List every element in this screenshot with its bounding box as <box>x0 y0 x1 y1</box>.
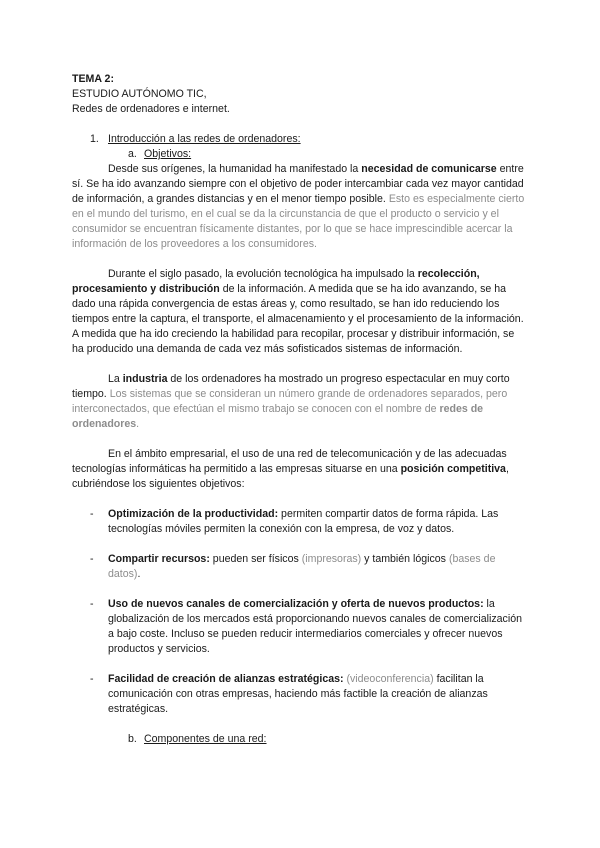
doc-title: TEMA 2: <box>72 73 114 85</box>
subsection-b-heading <box>72 732 528 747</box>
document-page <box>72 72 528 747</box>
bullet-dash: - <box>90 673 94 685</box>
subsection-a-letter: a. <box>128 148 137 160</box>
bullet-new-channels: - Uso de nuevos canales de comercialización y oferta de nuevos productos: la globalización de los mercados está proporcionando nuevos canales de comercialización a bajo coste. Incluso se pueden reducir intermediarios comerciales y ofrecer nuevos productos y servicios. <box>90 598 522 655</box>
bullet-dash: - <box>90 553 94 565</box>
bullet-shared-resources: - Compartir recursos: pueden ser físicos (impresoras) y también lógicos (bases de datos). <box>90 553 496 580</box>
bullet-dash: - <box>90 598 94 610</box>
subsection-b-letter: b. <box>128 733 137 745</box>
subsection-a-title: Objetivos: <box>144 148 192 160</box>
paragraph-origins: Desde sus orígenes, la humanidad ha manifestado la necesidad de comunicarse entre sí. Se ha ido avanzando siempre con el objetivo de poder intercambiar cada vez mayor cantidad de información, a grandes distancias y en el menor tiempo posible. Esto es especialmente cierto en el mundo del turismo, en el cual se da la circunstancia de que el producto o servicio y el consumidor se encuentran físicamente distantes, por lo que se hace imprescindible acercar la información de los proveedores a los consumidores. <box>72 163 525 250</box>
bullet-productivity: - Optimización de la productividad: permiten compartir datos de forma rápida. Las tecnologías móviles permiten la conexión con la empresa, de voz y datos. <box>90 508 499 535</box>
section-1-number: 1. <box>90 133 99 145</box>
doc-topic: Redes de ordenadores e internet. <box>72 103 230 115</box>
section-1-title: Introducción a las redes de ordenadores: <box>108 133 301 145</box>
subsection-a-heading <box>72 147 528 162</box>
doc-subtitle: ESTUDIO AUTÓNOMO TIC, <box>72 88 207 100</box>
paragraph-industry: La industria de los ordenadores ha mostrado un progreso espectacular en muy corto tiempo. Los sistemas que se consideran un número grande de ordenadores separados, pero interconectados, que efectúan el mismo trabajo se conocen con el nombre de redes de ordenadores. <box>72 373 510 430</box>
paragraph-evolution: Durante el siglo pasado, la evolución tecnológica ha impulsado la recolección, procesamiento y distribución de la información. A medida que se ha ido avanzando, se ha dado una rápida convergencia de estas áreas y, como resultado, se han ido reduciendo los tiempos entre la captura, el transporte, el almacenamiento y el procesamiento de la información. A medida que ha ido creciendo la habilidad para recopilar, procesar y distribuir información, se ha producido una demanda de cada vez más sofisticados sistemas de información. <box>72 268 524 355</box>
section-1-heading <box>72 132 528 147</box>
bullet-dash: - <box>90 508 94 520</box>
bullet-alliances: - Facilidad de creación de alianzas estratégicas: (videoconferencia) facilitan la comunicación con otras empresas, haciendo más factible la creación de alianzas estratégicas. <box>90 673 488 715</box>
subsection-b-title: Componentes de una red: <box>144 733 267 745</box>
paragraph-business: En el ámbito empresarial, el uso de una red de telecomunicación y de las adecuadas tecnologías informáticas ha permitido a las empresas situarse en una posición competitiva, cubriéndose los siguientes objetivos: <box>72 448 509 490</box>
